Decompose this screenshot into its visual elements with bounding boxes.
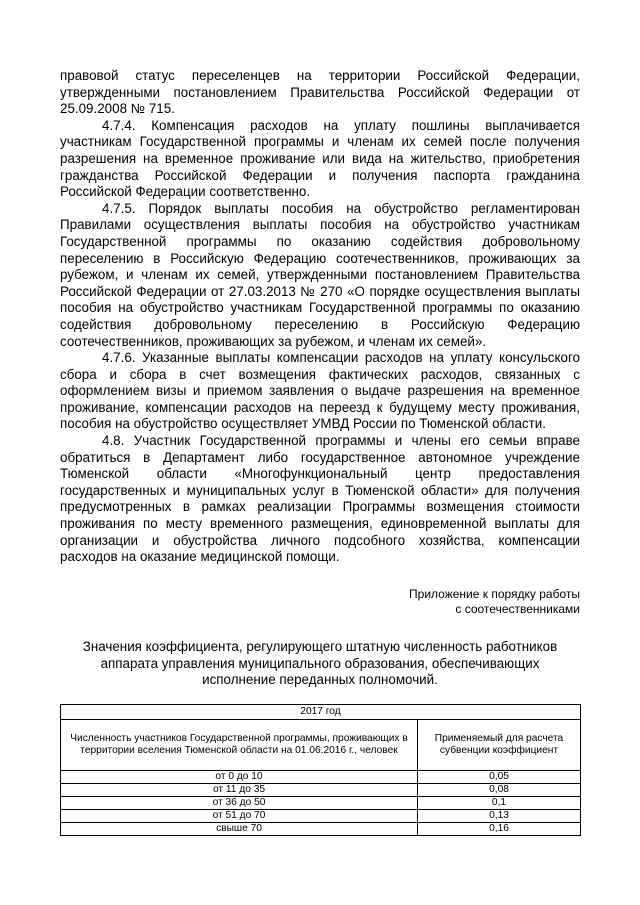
cell-range: свыше 70 [61, 823, 418, 836]
paragraph-4-7-6: 4.7.6. Указанные выплаты компенсации расходов на уплату консульского сбора и сбора в счет возмещения фактических расходов, связанных с оформлением визы и приемом заявления о выдаче разрешения на временное проживание, компенсации расходов на переезд к будущему месту проживания, пособия на обустройство осуществляет УМВД России по Тюменской области. [60, 350, 580, 432]
cell-range: от 51 до 70 [61, 810, 418, 823]
paragraph-4-7-4: 4.7.4. Компенсация расходов на уплату пошлины выплачивается участникам Государственной программы и членам их семей после получения разрешения на временное проживание или вида на жительство, приобретения гражданства Российской Федерации и получения паспорта гражданина Российской Федерации соответственно. [60, 117, 580, 200]
table-year-row [61, 705, 581, 720]
cell-coef: 0,05 [418, 771, 581, 784]
paragraph-status: правовой статус переселенцев на территории Российской Федерации, утвержденными постановлением Правительства Российской Федерации от 25.09.2008 № 715. [60, 68, 580, 117]
cell-range: от 0 до 10 [61, 771, 418, 784]
table-title-line-1: Значения коэффициента, регулирующего штатную численность работников [82, 638, 558, 654]
cell-coef: 0,13 [418, 810, 581, 823]
cell-coef: 0,16 [418, 823, 581, 836]
table-row [61, 771, 581, 784]
table-year-cell: 2017 год [61, 705, 581, 720]
table-header-row [61, 720, 581, 771]
table-row [61, 797, 581, 810]
appendix-line-1: Приложение к порядку работы [409, 586, 580, 601]
table-title [60, 639, 580, 689]
paragraph-4-8: 4.8. Участник Государственной программы и члены его семьи вправе обратиться в Департамент либо государственное автономное учреждение Тюменской области «Многофункциональный центр предоставления государственных и муниципальных услуг в Тюменской области» для получения предусмотренных в рамках реализации Программы возмещения стоимости проживания по месту временного размещения, единовременной выплаты для организации и обустройства личного подсобного хозяйства, компенсации расходов на оказание медицинской помощи. [60, 433, 580, 565]
appendix-note [60, 587, 580, 617]
table-title-line-2: аппарата управления муниципального образования, обеспечивающих [100, 655, 540, 671]
table-row [61, 784, 581, 797]
cell-range: от 11 до 35 [61, 784, 418, 797]
coefficient-table [60, 704, 581, 836]
table-title-line-3: исполнение переданных полномочий. [202, 672, 438, 688]
appendix-line-2: с соотечественниками [455, 601, 580, 616]
table-row [61, 823, 581, 836]
table-row [61, 810, 581, 823]
document-page [60, 68, 580, 836]
paragraph-4-7-5: 4.7.5. Порядок выплаты пособия на обустройство регламентирован Правилами осуществления выплаты пособия на обустройство участникам Государственной программы по оказанию содействия добровольному переселению в Российскую Федерацию соотечественников, проживающих за рубежом, и членам их семей, утвержденными постановлением Правительства Российской Федерации от 27.03.2013 № 270 «О порядке осуществления выплаты пособия на обустройство участникам Государственной программы по оказанию содействия добровольному переселению в Российскую Федерацию соотечественников, проживающих за рубежом, и членам их семей». [60, 200, 580, 349]
cell-coef: 0,1 [418, 797, 581, 810]
cell-range: от 36 до 50 [61, 797, 418, 810]
header-coefficient: Применяемый для расчета субвенции коэффициент [418, 720, 581, 771]
header-participants: Численность участников Государственной программы, проживающих в территории вселения Тюменской области на 01.06.2016 г., человек [61, 720, 418, 771]
cell-coef: 0,08 [418, 784, 581, 797]
